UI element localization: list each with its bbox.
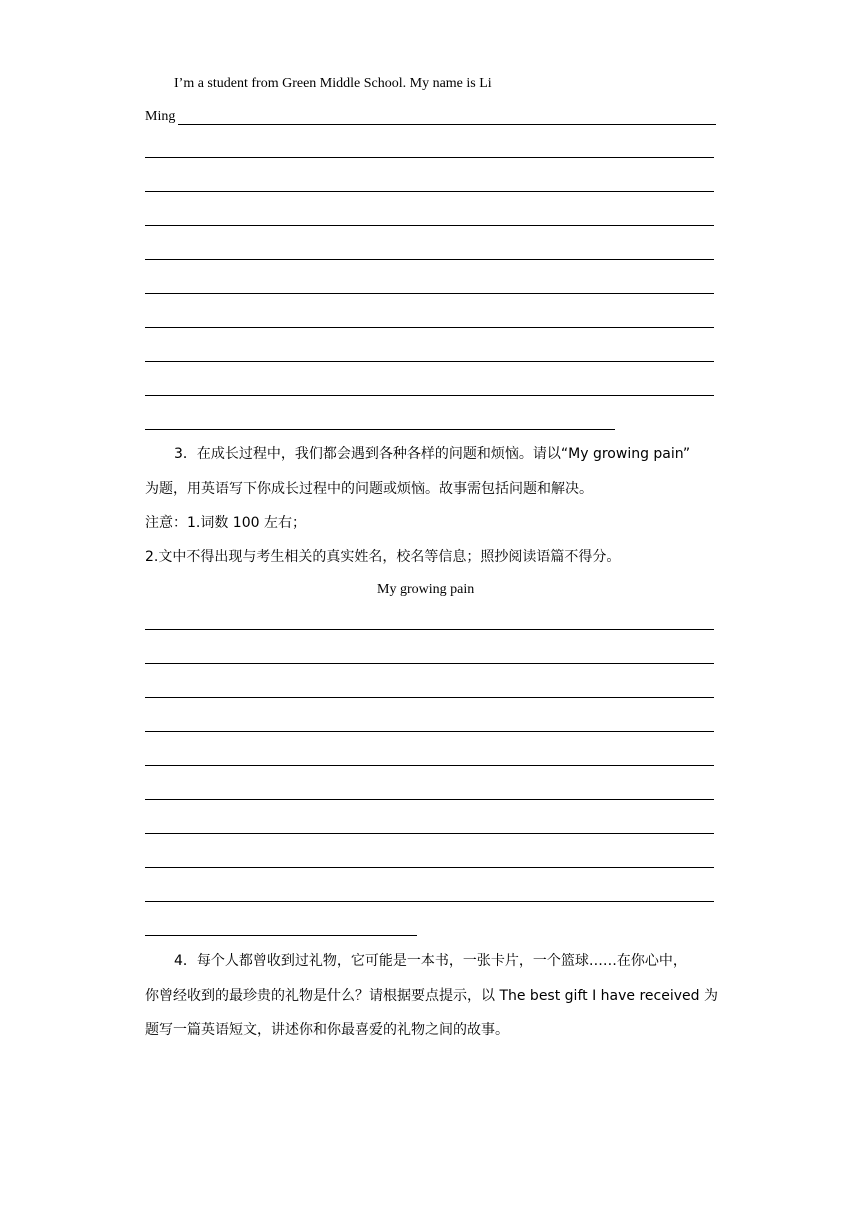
- question-4-prompt-cont: 你曾经收到的最珍贵的礼物是什么？请根据要点提示，以 The best gift I have received 为: [145, 988, 718, 1004]
- answer-line: [145, 935, 417, 936]
- answer-line: [145, 731, 714, 732]
- question-3-prompt-cont: 为题，用英语写下你成长过程中的问题或烦恼。故事需包括问题和解决。: [145, 481, 593, 497]
- answer-line: [145, 901, 714, 902]
- answer-line: [145, 629, 714, 630]
- question-3-note-2: 2.文中不得出现与考生相关的真实姓名，校名等信息；照抄阅读语篇不得分。: [145, 549, 621, 565]
- answer-line: [145, 293, 714, 294]
- answer-line: [145, 157, 714, 158]
- answer-line: [145, 833, 714, 834]
- question-3-note-1: 注意：1.词数 100 左右；: [145, 515, 306, 531]
- essay-intro-line: I’m a student from Green Middle School. My name is Li: [174, 76, 492, 91]
- answer-line: [145, 327, 714, 328]
- answer-line: [145, 225, 714, 226]
- answer-line: [178, 124, 716, 125]
- essay-title: My growing pain: [377, 582, 475, 597]
- answer-line: [145, 663, 714, 664]
- answer-line: [145, 799, 714, 800]
- answer-line: [145, 361, 714, 362]
- essay-start-word: Ming: [145, 109, 176, 124]
- answer-line: [145, 429, 615, 430]
- answer-line: [145, 259, 714, 260]
- answer-line: [145, 867, 714, 868]
- question-3-prompt: 3．在成长过程中，我们都会遇到各种各样的问题和烦恼。请以“My growing pain”: [174, 446, 691, 462]
- question-4-prompt-end: 题写一篇英语短文，讲述你和你最喜爱的礼物之间的故事。: [145, 1022, 509, 1038]
- answer-line: [145, 191, 714, 192]
- answer-line: [145, 765, 714, 766]
- question-4-prompt: 4．每个人都曾收到过礼物，它可能是一本书，一张卡片，一个篮球……在你心中，: [174, 953, 687, 969]
- answer-line: [145, 395, 714, 396]
- answer-line: [145, 697, 714, 698]
